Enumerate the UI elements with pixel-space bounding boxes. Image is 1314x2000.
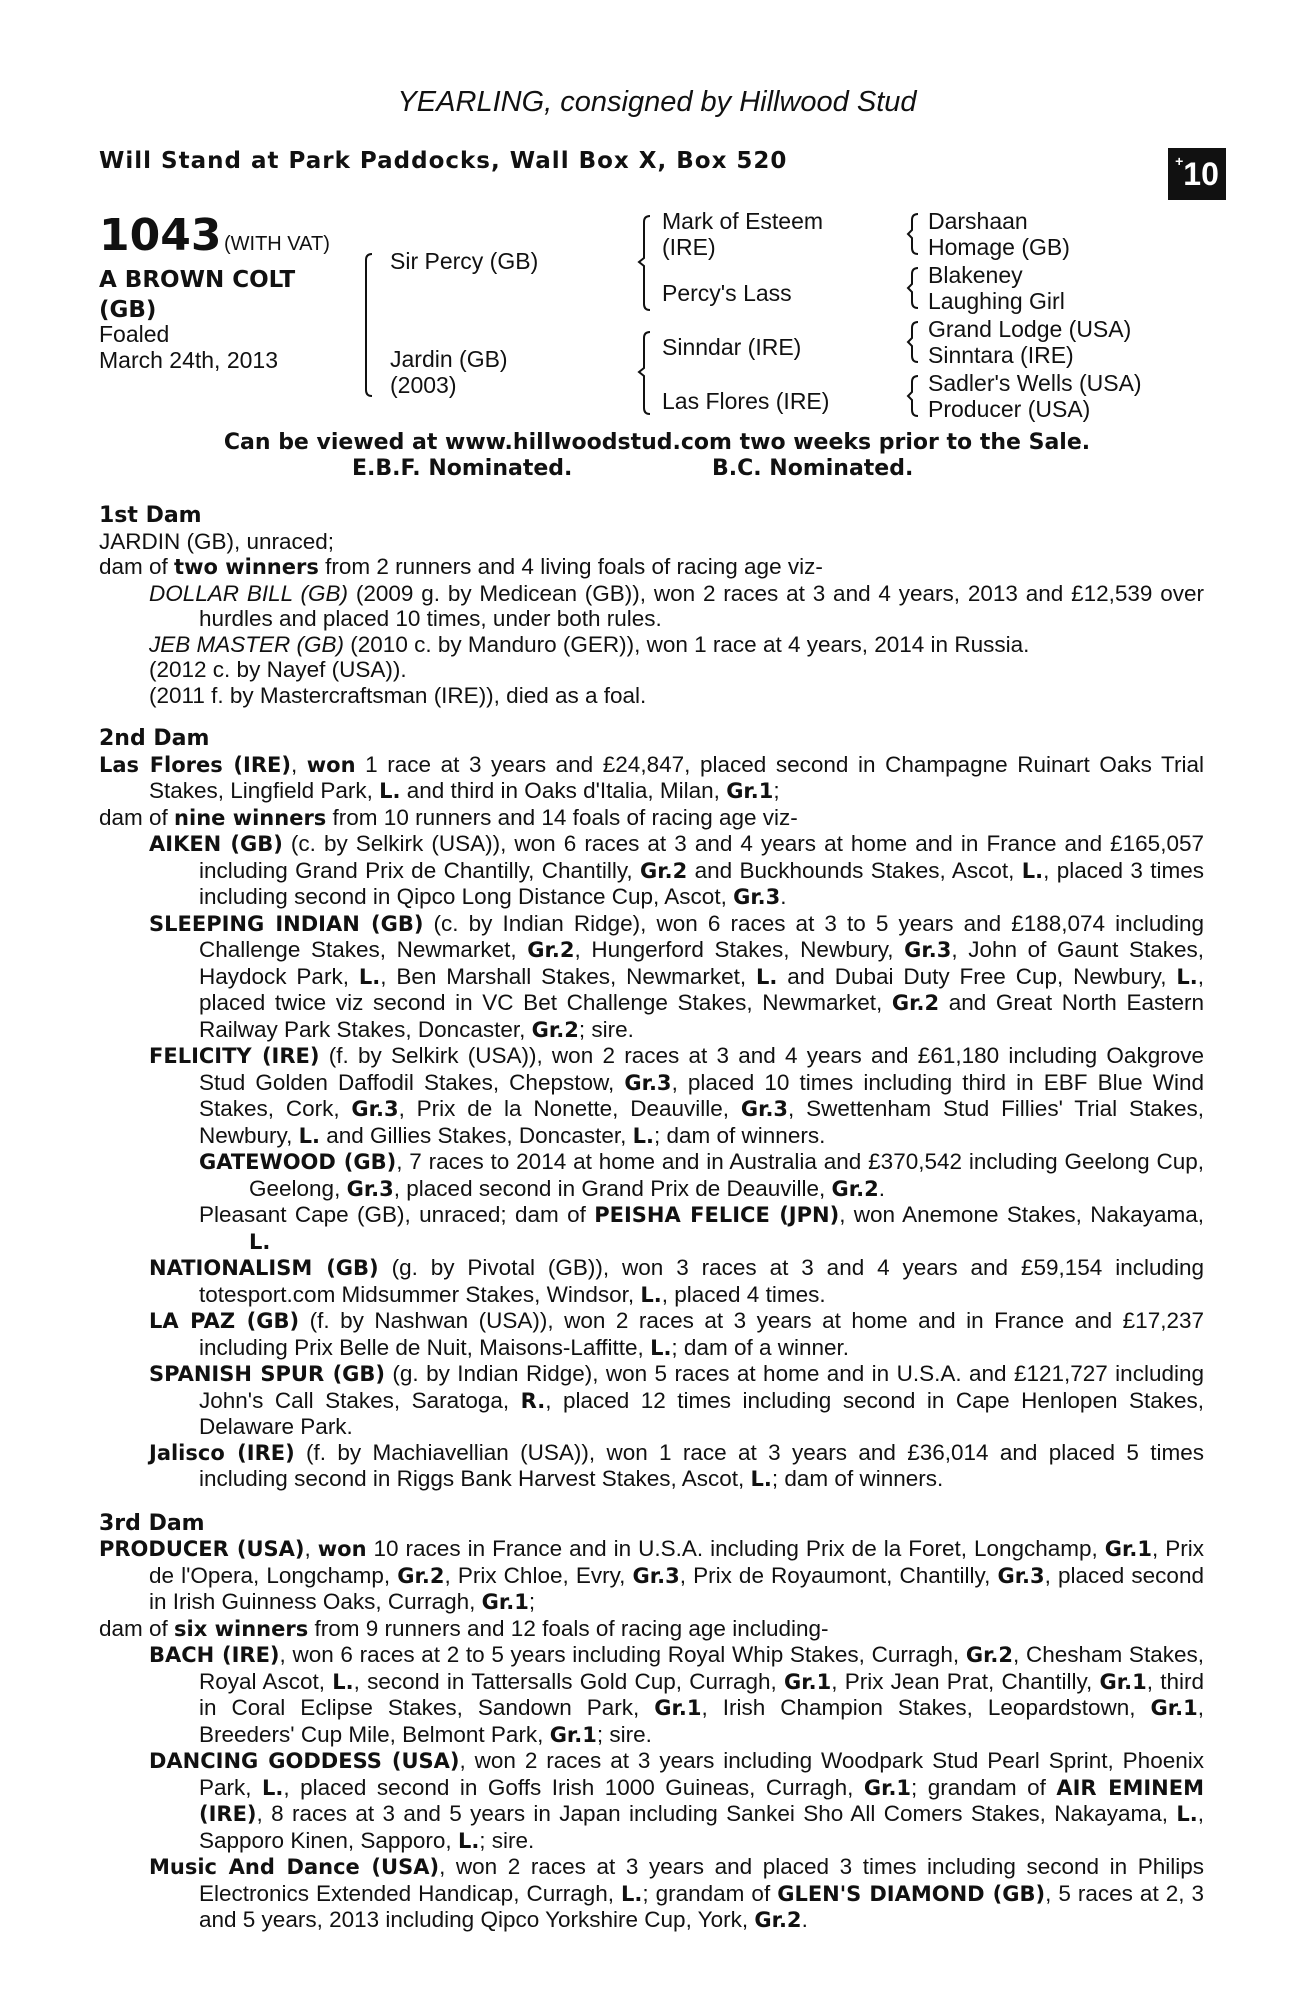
produce-pleasant-cape: Pleasant Cape (GB), unraced; dam of PEISHA FELICE (JPN), won Anemone Stakes, Nakayama, L. [199, 1202, 1204, 1254]
first-dam-produce-3: (2012 c. by Nayef (USA)). [149, 657, 407, 682]
pedigree-sire: Sir Percy (GB) [390, 248, 539, 274]
pedigree-g8: Producer (USA) [928, 396, 1091, 422]
produce-felicity: FELICITY (IRE) (f. by Selkirk (USA)), won 2 races at 3 and 4 years and £61,180 including Oakgrove Stud Golden Daffodil Stakes, Chepstow, Gr.3, placed 10 times including third in EBF Blue Wind Stakes, Cork, Gr.3, Prix de la Nonette, Deauville, Gr.3, Swettenham Stud Fillies' Trial Stakes, Newbury, L. and Gillies Stakes, Doncaster, L.; dam of winners. [149, 1043, 1205, 1148]
pedigree-g7: Sadler's Wells (USA) [928, 370, 1142, 396]
first-dam-heading: 1st Dam [99, 503, 202, 528]
dam-details [99, 503, 1204, 1934]
ebf-nomination: E.B.F. Nominated. [352, 456, 573, 481]
produce-music-and-dance: Music And Dance (USA), won 2 races at 3 years and placed 3 times including second in Philips Electronics Extended Handicap, Curragh, L.; grandam of GLEN'S DIAMOND (GB), 5 races at 2, 3 and 5 years, 2013 including Qipco Yorkshire Cup, York, Gr.2. [149, 1854, 1204, 1932]
pedigree-sire-sire-line2: (IRE) [662, 234, 716, 260]
vat-note: (WITH VAT) [224, 233, 330, 255]
lot-badge [1168, 148, 1226, 200]
pedigree-brace-3 [636, 328, 660, 418]
pedigree-g2: Homage (GB) [928, 234, 1070, 260]
foaled-info [99, 321, 319, 373]
lot-description-line1: A BROWN COLT [99, 267, 296, 293]
pedigree-g5: Grand Lodge (USA) [928, 316, 1132, 342]
lot-description [99, 265, 295, 325]
pedigree-g3: Blakeney [928, 262, 1023, 288]
pedigree-brace-6 [904, 318, 926, 366]
second-dam-winners: dam of nine winners from 10 runners and 14 foals of racing age viz- [99, 804, 798, 830]
pedigree-g6: Sinntara (IRE) [928, 342, 1074, 368]
pedigree-brace-4 [904, 210, 926, 258]
second-dam-section [99, 726, 1204, 1493]
pedigree-brace-2 [636, 212, 660, 312]
produce-dancing-goddess: DANCING GODDESS (USA), won 2 races at 3 years including Woodpark Stud Pearl Sprint, Phoenix Park, L., placed second in Goffs Irish 1000 Guineas, Curragh, Gr.1; grandam of AIR EMINEM (IRE), 8 races at 3 and 5 years in Japan including Sankei Sho All Comers Stakes, Nakayama, L., Sapporo Kinen, Sapporo, L.; sire. [149, 1748, 1204, 1853]
first-dam-produce-1: DOLLAR BILL (GB) (2009 g. by Medicean (GB)), won 2 races at 3 and 4 years, 2013 and £12,539 over hurdles and placed 10 times, under both rules. [149, 580, 1204, 631]
pedigree-dam-year: (2003) [390, 372, 457, 398]
third-dam-intro: PRODUCER (USA), won 10 races in France and in U.S.A. including Prix de la Foret, Longchamp, Gr.1, Prix de l'Opera, Longchamp, Gr.2, Prix Chloe, Evry, Gr.3, Prix de Royaumont, Chantilly, Gr.3, placed second in Irish Guinness Oaks, Curragh, Gr.1; [99, 1536, 1204, 1614]
pedigree-g4: Laughing Girl [928, 288, 1065, 314]
first-dam-line1: JARDIN (GB), unraced; [99, 528, 335, 554]
foaled-label: Foaled [99, 321, 170, 347]
produce-jalisco: Jalisco (IRE) (f. by Machiavellian (USA)), won 1 race at 3 years and £36,014 and placed 5 times including second in Riggs Bank Harvest Stakes, Ascot, L.; dam of winners. [149, 1439, 1204, 1491]
bc-nomination: B.C. Nominated. [712, 456, 914, 481]
produce-gatewood: GATEWOOD (GB), 7 races to 2014 at home and in Australia and £370,542 including Geelong Cup, Geelong, Gr.3, placed second in Grand Prix de Deauville, Gr.2. [199, 1149, 1204, 1201]
produce-sleeping-indian: SLEEPING INDIAN (GB) (c. by Indian Ridge), won 6 races at 3 to 5 years and £188,074 including Challenge Stakes, Newmarket, Gr.2, Hungerford Stakes, Newbury, Gr.3, John of Gaunt Stakes, Haydock Park, L., Ben Marshall Stakes, Newmarket, L. and Dubai Duty Free Cup, Newbury, L., placed twice viz second in VC Bet Challenge Stakes, Newmarket, Gr.2 and Great North Eastern Railway Park Stakes, Doncaster, Gr.2; sire. [149, 910, 1204, 1042]
badge-number: 10 [1183, 156, 1219, 192]
stand-location: Will Stand at Park Paddocks, Wall Box X, Box 520 [99, 148, 788, 174]
consignment-heading: YEARLING, consigned by Hillwood Stud [397, 86, 917, 118]
pedigree-dam-dam: Las Flores (IRE) [662, 388, 830, 414]
first-dam-produce-2: JEB MASTER (GB) (2010 c. by Manduro (GER)), won 1 race at 4 years, 2014 in Russia. [149, 631, 1030, 657]
produce-la-paz: LA PAZ (GB) (f. by Nashwan (USA)), won 2 races at 3 years at home and in France and £17,237 including Prix Belle de Nuit, Maisons-Laffitte, L.; dam of a winner. [149, 1308, 1204, 1360]
produce-nationalism: NATIONALISM (GB) (g. by Pivotal (GB)), won 3 races at 3 and 4 years and £59,154 including totesport.com Midsummer Stakes, Windsor, L., placed 4 times. [149, 1255, 1205, 1307]
badge-plus: + [1175, 153, 1184, 169]
pedigree-brace-5 [904, 264, 926, 312]
pedigree-sire-sire-line1: Mark of Esteem [662, 208, 824, 234]
lot-description-line2: (GB) [99, 297, 157, 323]
third-dam-heading: 3rd Dam [99, 1510, 205, 1536]
pedigree-dam-sire: Sinndar (IRE) [662, 334, 802, 360]
produce-spanish-spur: SPANISH SPUR (GB) (g. by Indian Ridge), won 5 races at home and in U.S.A. and £121,727 including John's Call Stakes, Saratoga, R., placed 12 times including second in Cape Henlopen Stakes, Delaware Park. [149, 1361, 1205, 1439]
pedigree-brace-1 [362, 240, 392, 400]
produce-aiken: AIKEN (GB) (c. by Selkirk (USA)), won 6 races at 3 and 4 years at home and in France and £165,057 including Grand Prix de Chantilly, Chantilly, Gr.2 and Buckhounds Stakes, Ascot, L., placed 3 times including second in Qipco Long Distance Cup, Ascot, Gr.3. [149, 831, 1204, 909]
pedigree-g1: Darshaan [928, 208, 1028, 234]
pedigree-dam-name: Jardin (GB) [390, 346, 508, 372]
second-dam-heading: 2nd Dam [99, 726, 210, 751]
second-dam-intro: Las Flores (IRE), won 1 race at 3 years and £24,847, placed second in Champagne Ruinart Oaks Trial Stakes, Lingfield Park, L. and third in Oaks d'Italia, Milan, Gr.1; [99, 751, 1204, 803]
first-dam-produce-4: (2011 f. by Mastercraftsman (IRE)), died as a foal. [149, 682, 647, 708]
first-dam-line2: dam of two winners from 2 runners and 4 living foals of racing age viz- [99, 554, 823, 579]
pedigree-brace-7 [904, 372, 926, 420]
viewing-note: Can be viewed at www.hillwoodstud.com two weeks prior to the Sale. [223, 430, 1091, 455]
lot-number: 1043 [99, 210, 222, 261]
pedigree-sire-dam: Percy's Lass [662, 280, 792, 306]
third-dam-section [99, 1511, 1204, 1934]
third-dam-winners: dam of six winners from 9 runners and 12 foals of racing age including- [99, 1615, 829, 1641]
foaled-date: March 24th, 2013 [99, 347, 279, 373]
first-dam-section [99, 503, 1204, 708]
produce-bach: BACH (IRE), won 6 races at 2 to 5 years including Royal Whip Stakes, Curragh, Gr.2, Chesham Stakes, Royal Ascot, L., second in Tattersalls Gold Cup, Curragh, Gr.1, Prix Jean Prat, Chantilly, Gr.1, third in Coral Eclipse Stakes, Sandown Park, Gr.1, Irish Champion Stakes, Leopardstown, Gr.1, Breeders' Cup Mile, Belmont Park, Gr.1; sire. [149, 1642, 1204, 1747]
